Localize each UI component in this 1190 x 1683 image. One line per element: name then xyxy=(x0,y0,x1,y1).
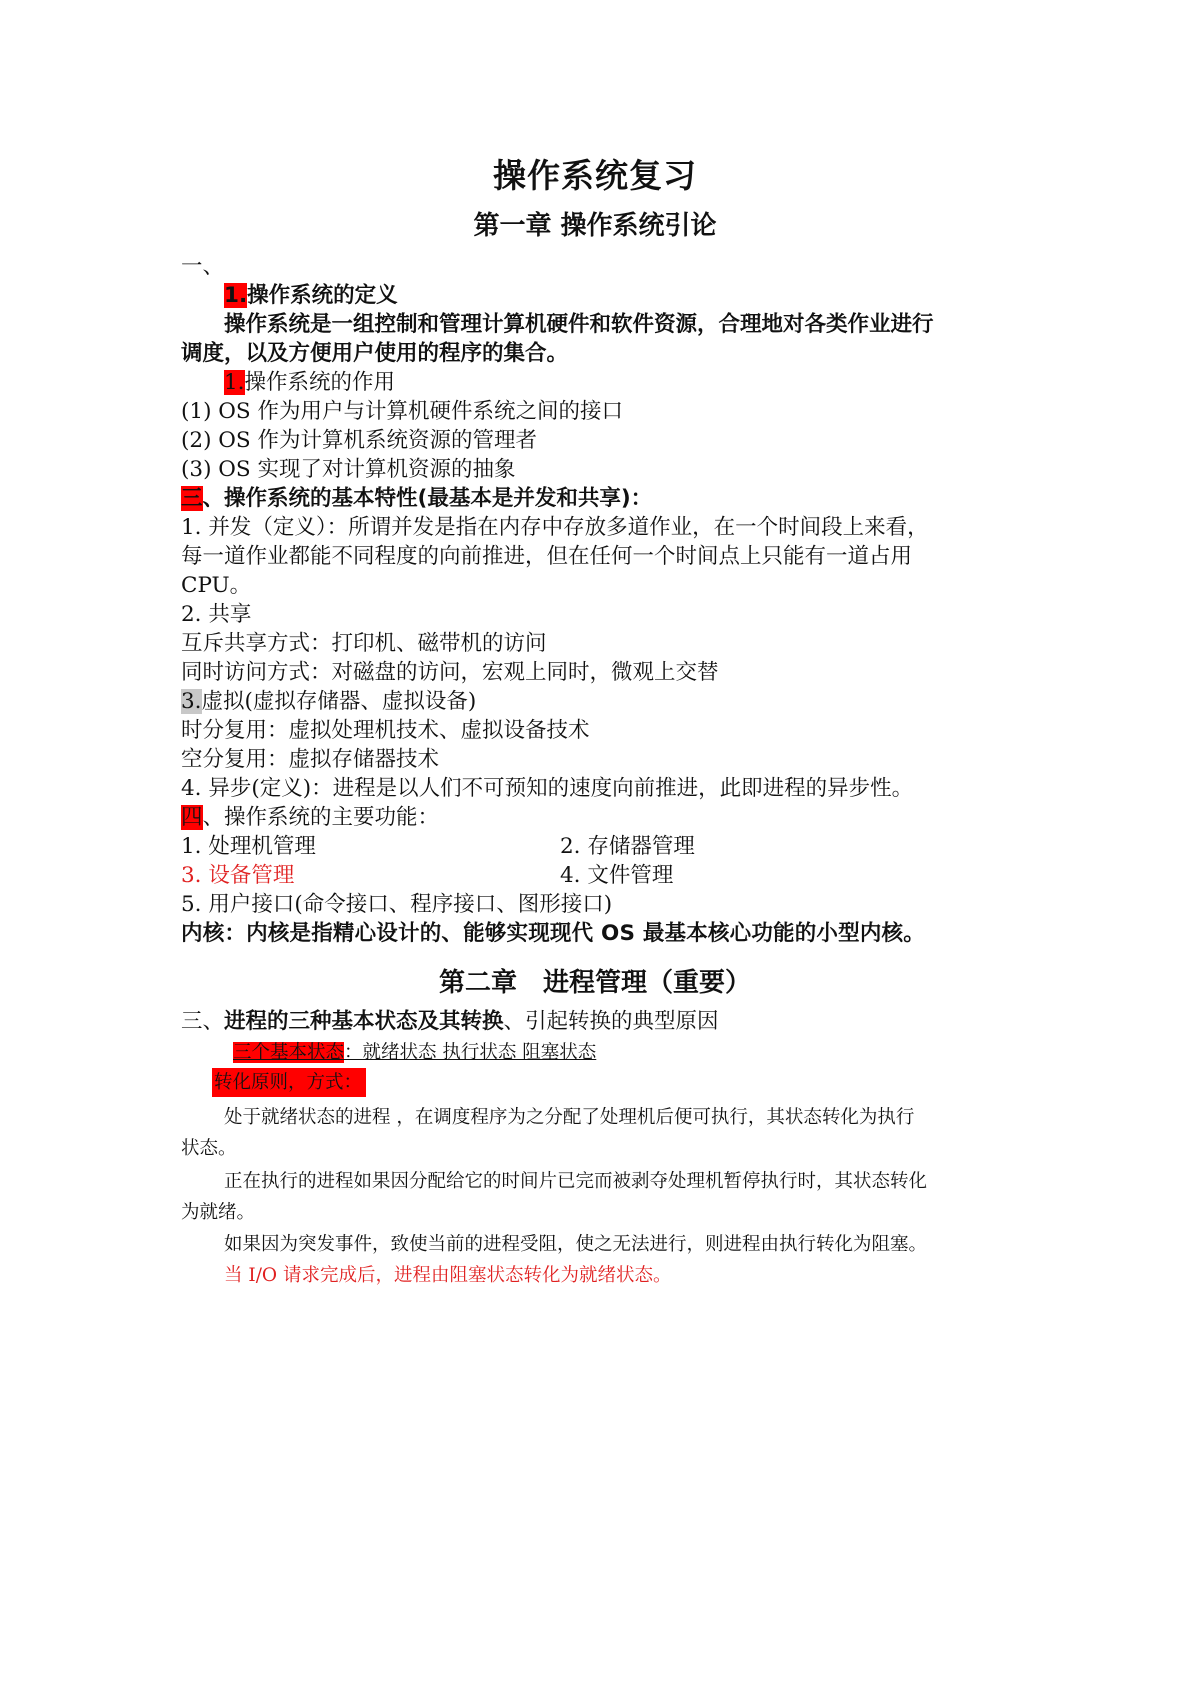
features-heading xyxy=(181,484,652,514)
definition-text-line2: 调度，以及方便用户使用的程序的集合。 xyxy=(181,341,569,366)
role-number: 1. xyxy=(224,370,245,395)
features-mark: 三 xyxy=(181,486,203,511)
function-item: 5. 用户接口(命令接口、程序接口、图形接口) xyxy=(181,892,613,917)
function-item: 3. 设备管理 xyxy=(181,863,295,888)
virtual-time: 时分复用：虚拟处理机技术、虚拟设备技术 xyxy=(181,718,590,743)
share-mutex: 互斥共享方式：打印机、磁带机的访问 xyxy=(181,631,547,656)
features-title: 、操作系统的基本特性(最基本是并发和共享)： xyxy=(202,486,653,511)
kernel-definition: 内核：内核是指精心设计的、能够实现现代 OS 最基本核心功能的小型内核。 xyxy=(181,921,925,946)
states-section-prefix: 三、 xyxy=(181,1009,225,1034)
para2-line1: 正在执行的进程如果因分配给它的时间片已完而被剥夺处理机暂停执行时，其状态转化 xyxy=(224,1171,928,1192)
definition-title: 操作系统的定义 xyxy=(247,283,398,308)
para4: 当 I/O 请求完成后，进程由阻塞状态转化为就绪状态。 xyxy=(224,1265,672,1286)
states-section-rest: 、引起转换的典型原因 xyxy=(503,1009,719,1034)
role-heading xyxy=(224,368,395,398)
virtual-title: 虚拟(虚拟存储器、虚拟设备) xyxy=(201,689,477,714)
functions-mark: 四 xyxy=(181,805,203,830)
virtual-heading xyxy=(181,687,476,717)
async-definition: 4. 异步(定义)：进程是以人们不可预知的速度向前推进，此即进程的异步性。 xyxy=(181,776,914,801)
definition-text-line1: 操作系统是一组控制和管理计算机硬件和软件资源，合理地对各类作业进行 xyxy=(224,312,934,337)
definition-heading xyxy=(224,281,398,311)
function-item: 2. 存储器管理 xyxy=(560,834,695,859)
functions-heading xyxy=(181,803,439,833)
virtual-space: 空分复用：虚拟存储器技术 xyxy=(181,747,440,772)
role-item: (2) OS 作为计算机系统资源的管理者 xyxy=(181,428,537,453)
rule-line xyxy=(212,1068,366,1098)
chapter1-heading: 第一章 操作系统引论 xyxy=(473,211,717,241)
states-section-bold: 进程的三种基本状态及其转换 xyxy=(224,1009,504,1034)
states-section-heading xyxy=(181,1007,719,1037)
para1-line2: 状态。 xyxy=(181,1138,237,1159)
concurrency-line3: CPU。 xyxy=(181,573,252,598)
states-value: ：就绪状态 执行状态 阻塞状态 xyxy=(344,1042,597,1063)
function-item: 4. 文件管理 xyxy=(560,863,674,888)
section1-mark: 一、 xyxy=(181,254,225,279)
share-simultaneous: 同时访问方式：对磁盘的访问，宏观上同时，微观上交替 xyxy=(181,660,719,685)
function-item: 1. 处理机管理 xyxy=(181,834,316,859)
para2-line2: 为就绪。 xyxy=(181,1202,256,1223)
functions-title: 、操作系统的主要功能： xyxy=(202,805,440,830)
states-label: 三个基本状态 xyxy=(233,1042,345,1063)
role-item: (1) OS 作为用户与计算机硬件系统之间的接口 xyxy=(181,399,623,424)
concurrency-line2: 每一道作业都能不同程度的向前推进，但在任何一个时间点上只能有一道占用 xyxy=(181,544,913,569)
virtual-number: 3. xyxy=(181,689,202,714)
para1-line1: 处于就绪状态的进程 ，在调度程序为之分配了处理机后便可执行，其状态转化为执行 xyxy=(224,1107,915,1128)
share-heading: 2. 共享 xyxy=(181,602,252,627)
states-line xyxy=(203,1038,596,1068)
role-item: (3) OS 实现了对计算机资源的抽象 xyxy=(181,457,516,482)
definition-number: 1. xyxy=(224,283,248,308)
chapter2-heading: 第二章 进程管理（重要） xyxy=(438,968,751,998)
concurrency-line1: 1. 并发（定义）：所谓并发是指在内存中存放多道作业，在一个时间段上来看， xyxy=(181,515,929,540)
rule-label: 转化原则，方式： xyxy=(212,1068,366,1097)
page-title: 操作系统复习 xyxy=(493,156,697,195)
para3: 如果因为突发事件，致使当前的进程受阻，使之无法进行，则进程由执行转化为阻塞。 xyxy=(224,1234,928,1255)
role-title: 操作系统的作用 xyxy=(244,370,396,395)
